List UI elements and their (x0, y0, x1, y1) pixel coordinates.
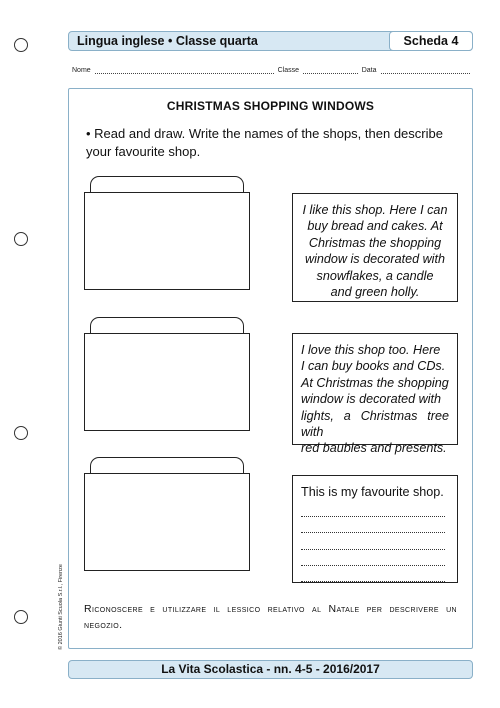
binder-hole-bottom (14, 610, 28, 624)
favourite-shop-box (292, 475, 458, 583)
student-info-line (72, 67, 474, 74)
description-line: At Christmas the shopping (301, 375, 449, 390)
binder-hole-top (14, 38, 28, 52)
learning-objective: Riconoscere e utilizzare il lessico relativo al Natale per descrivere un negozio. (84, 603, 457, 631)
description-line: red baubles and presents. (301, 441, 447, 456)
writing-line[interactable] (301, 550, 445, 566)
description-line: lights, a Christmas tree with (301, 408, 449, 440)
shop-window-1[interactable] (84, 192, 250, 290)
description-line: snowflakes, a candle (316, 268, 434, 283)
description-line: window is decorated with (301, 392, 442, 407)
binder-hole-lower (14, 426, 28, 440)
date-label: Data (361, 67, 377, 74)
description-line: and green holly. (330, 285, 420, 300)
description-line: I love this shop too. Here (301, 343, 441, 357)
description-line: Christmas the shopping (308, 235, 442, 250)
name-label: Nome (72, 67, 91, 74)
name-field[interactable] (95, 67, 274, 74)
writing-line[interactable] (301, 517, 445, 533)
shop-description-2 (292, 333, 458, 456)
description-line: window is decorated with (304, 252, 445, 267)
binder-hole-upper (14, 232, 28, 246)
header-bar (68, 31, 473, 51)
date-field[interactable] (381, 67, 470, 74)
favourite-shop-prompt: This is my favourite shop. (301, 485, 444, 499)
footer-bar: La Vita Scolastica - nn. 4-5 - 2016/2017 (68, 660, 473, 679)
writing-line[interactable] (301, 566, 445, 582)
shop-drawing-1 (84, 176, 250, 290)
description-line: buy bread and cakes. At (307, 219, 443, 234)
description-line: I can buy books and CDs. (301, 359, 446, 374)
copyright-notice: © 2016 Giunti Scuola S.r.l., Firenze (58, 564, 64, 650)
class-label: Classe (277, 67, 300, 74)
writing-line[interactable] (301, 500, 445, 516)
instruction-text: • Read and draw. Write the names of the shops, then describe your favourite shop. (86, 126, 443, 159)
shop-drawing-2 (84, 317, 250, 431)
sheet-number-tab: Scheda 4 (389, 31, 473, 51)
writing-line[interactable] (301, 533, 445, 549)
header-title: Lingua inglese • Classe quarta (77, 34, 258, 48)
description-line: I like this shop. Here I can (302, 203, 448, 217)
class-field[interactable] (303, 67, 358, 74)
worksheet-title: CHRISTMAS SHOPPING WINDOWS (166, 99, 375, 113)
shop-drawing-3 (84, 457, 250, 571)
worksheet-box (68, 88, 473, 649)
shop-description-1 (292, 193, 458, 302)
shop-window-3[interactable] (84, 473, 250, 571)
shop-window-2[interactable] (84, 333, 250, 431)
